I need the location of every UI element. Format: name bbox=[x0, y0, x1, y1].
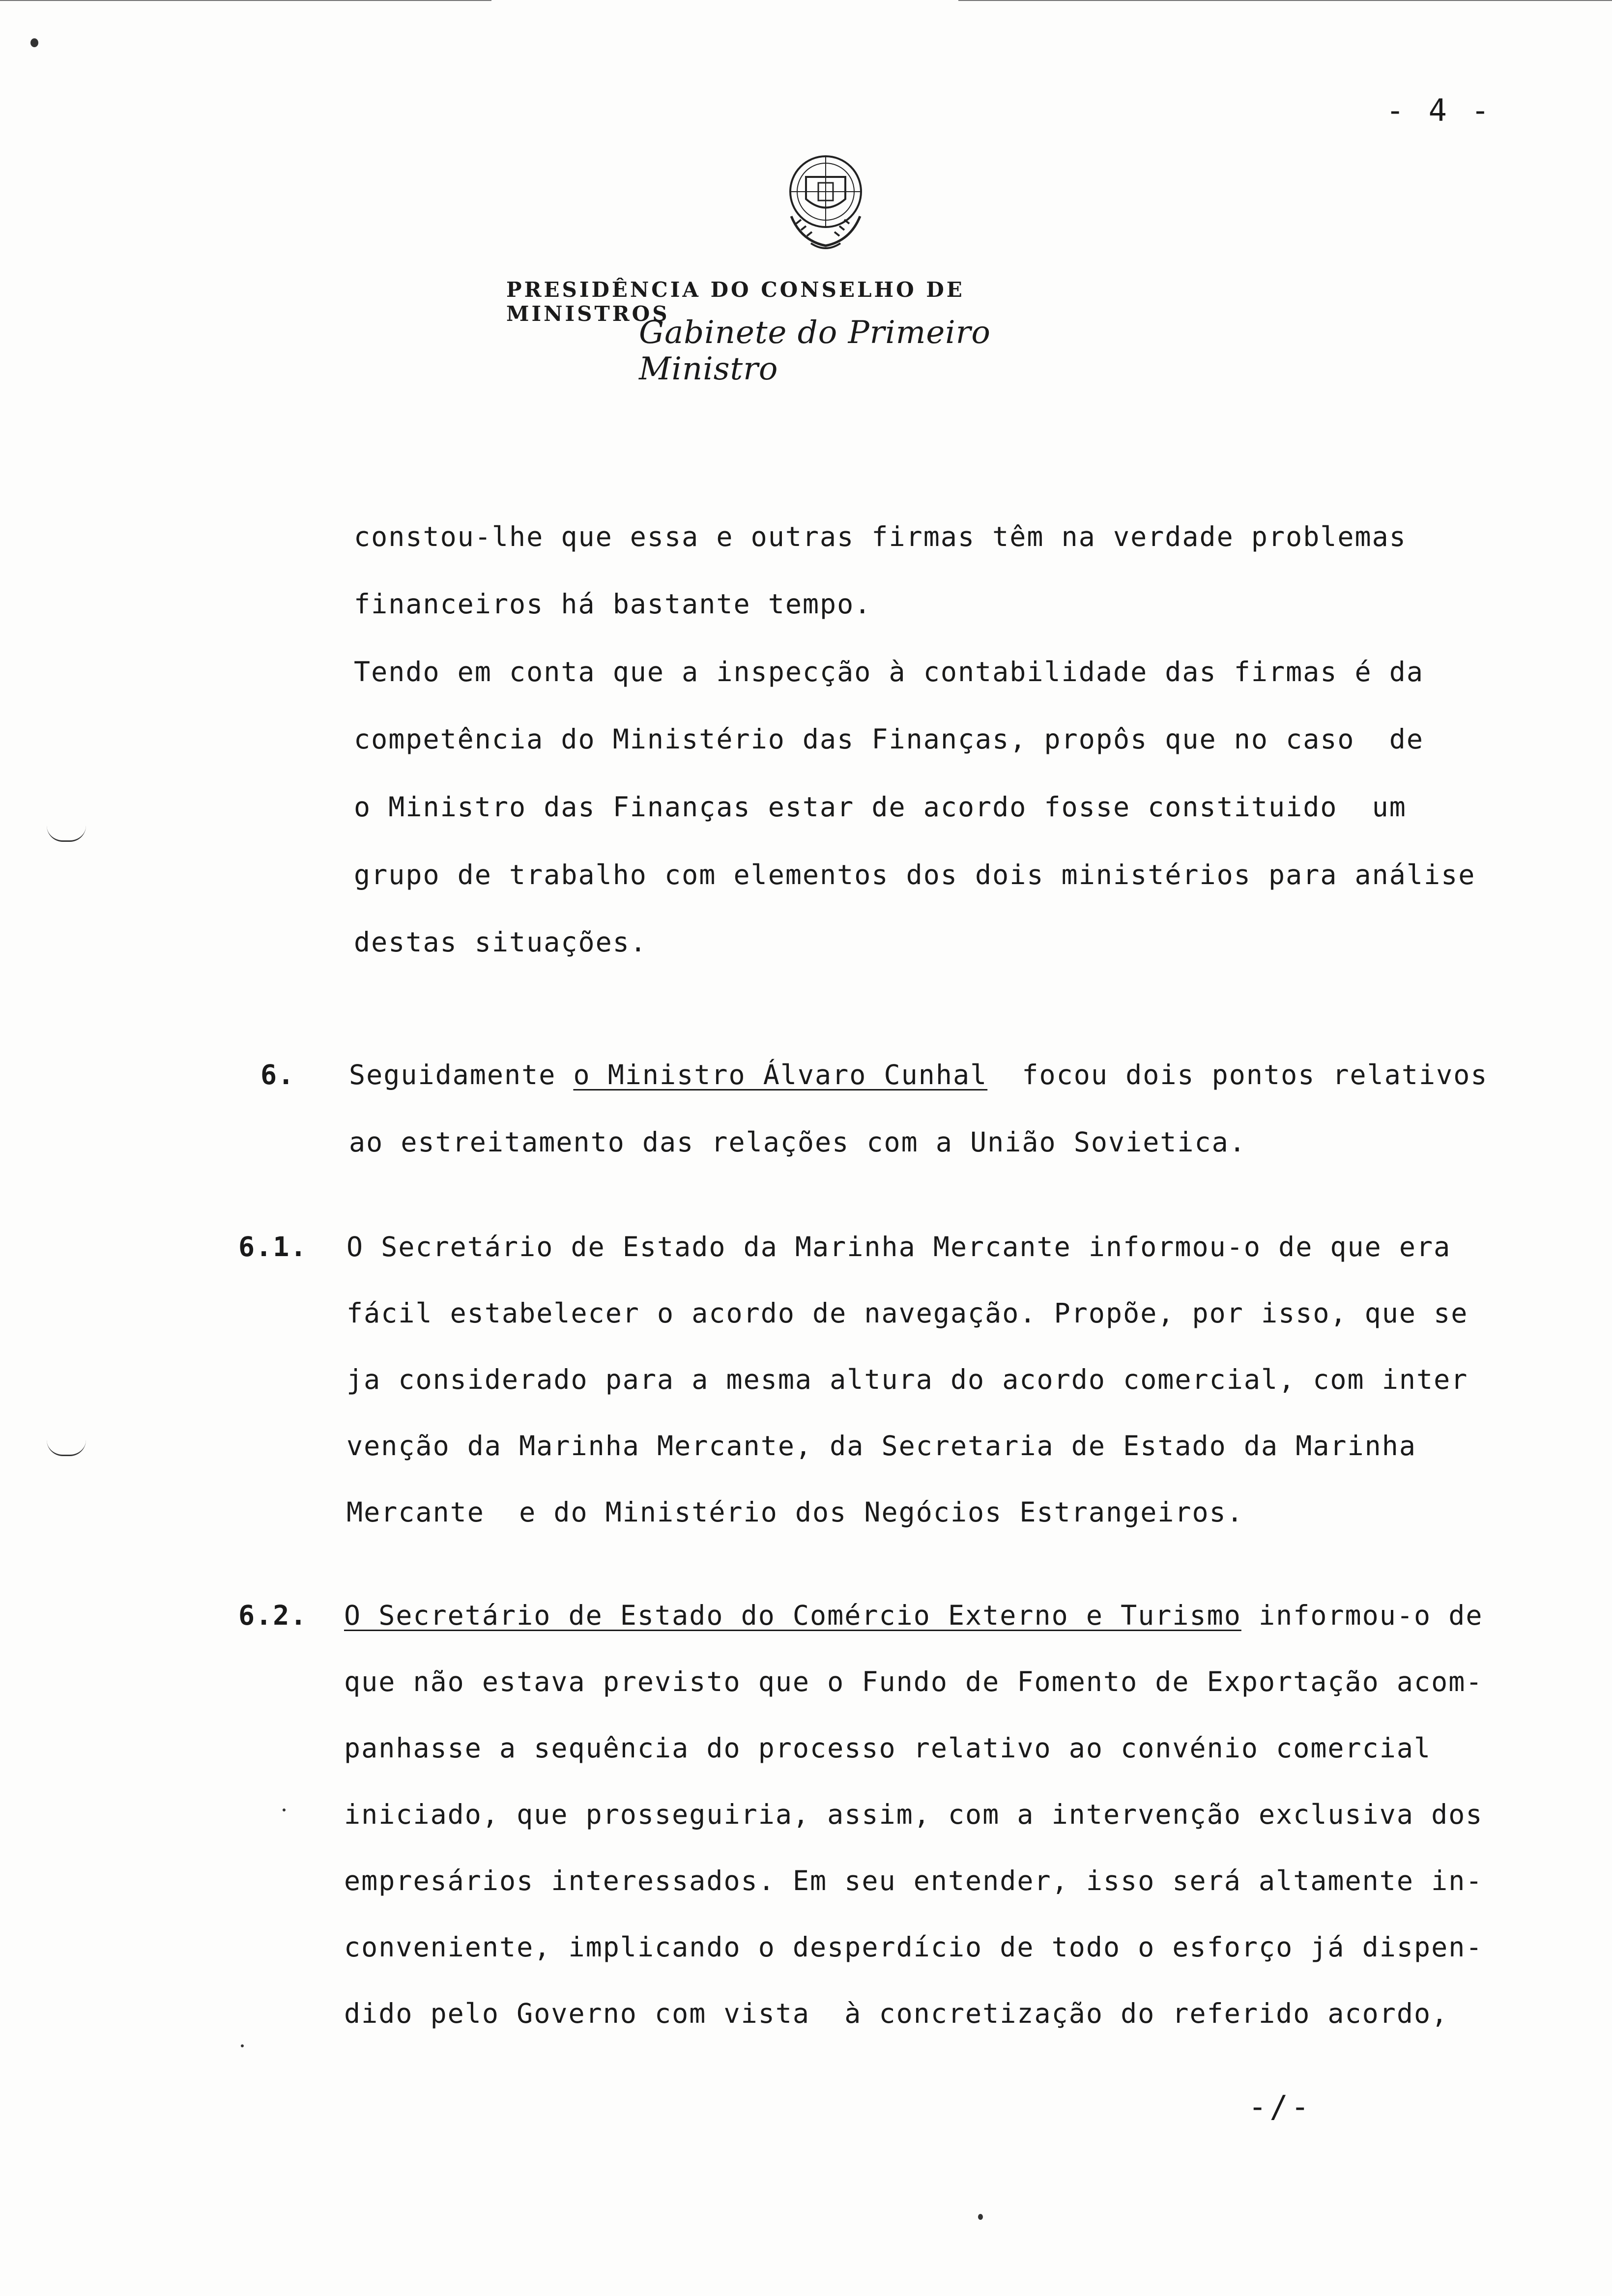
top-edge-rule bbox=[0, 0, 491, 1]
item-6-2-line-1 bbox=[344, 1600, 1483, 1631]
margin-mark bbox=[47, 826, 86, 842]
scan-speck bbox=[30, 38, 38, 47]
item-number: 6.1. bbox=[238, 1231, 308, 1263]
item-number: 6. bbox=[260, 1059, 295, 1091]
page-number: - 4 - bbox=[1386, 92, 1493, 128]
text-line: dido pelo Governo com vista à concretização do referido acordo, bbox=[344, 1998, 1449, 2029]
scan-speck bbox=[241, 2044, 244, 2047]
text-line: que não estava previsto que o Fundo de Fomento de Exportação acom- bbox=[344, 1666, 1483, 1697]
letterhead-office: Gabinete do Primeiro Ministro bbox=[639, 315, 991, 387]
text-line: o Ministro das Finanças estar de acordo fosse constituido um bbox=[354, 791, 1407, 823]
margin-mark bbox=[47, 1440, 86, 1456]
letterhead-institution: PRESIDÊNCIA DO CONSELHO DE MINISTROS bbox=[506, 278, 965, 326]
text-line: empresários interessados. Em seu entender, isso será altamente in- bbox=[344, 1865, 1483, 1896]
text-line: conveniente, implicando o desperdício de todo o esforço já dispen- bbox=[344, 1931, 1483, 1963]
text-line: ja considerado para a mesma altura do acordo comercial, com inter bbox=[346, 1364, 1468, 1395]
text-line: constou-lhe que essa e outras firmas têm na verdade problemas bbox=[354, 521, 1407, 552]
item-number: 6.2. bbox=[238, 1600, 308, 1631]
item-6-2-rest: informou-o de bbox=[1241, 1600, 1483, 1631]
scan-speck bbox=[283, 1808, 286, 1811]
item-6-underlined-name: o Ministro Álvaro Cunhal bbox=[573, 1059, 988, 1091]
text-line: competência do Ministério das Finanças, propôs que no caso de bbox=[354, 723, 1424, 755]
text-line: O Secretário de Estado da Marinha Mercante informou-o de que era bbox=[346, 1231, 1451, 1263]
item-6-rest: focou dois pontos relativos bbox=[987, 1059, 1488, 1091]
scan-speck bbox=[978, 2214, 983, 2220]
text-line: panhasse a sequência do processo relativo ao convénio comercial bbox=[344, 1732, 1432, 1764]
text-line: iniciado, que prosseguiria, assim, com a intervenção exclusiva dos bbox=[344, 1799, 1483, 1830]
text-line: destas situações. bbox=[354, 926, 647, 958]
item-6-line-2: ao estreitamento das relações com a União Sovietica. bbox=[349, 1126, 1246, 1158]
top-edge-rule-right bbox=[958, 0, 1612, 1]
coat-of-arms-seal bbox=[767, 143, 885, 260]
item-6-line-1 bbox=[349, 1059, 1488, 1091]
text-line: fácil estabelecer o acordo de navegação. Propõe, por isso, que se bbox=[346, 1297, 1468, 1329]
text-line: venção da Marinha Mercante, da Secretaria de Estado da Marinha bbox=[346, 1430, 1416, 1462]
continuation-mark: -/- bbox=[1248, 2089, 1312, 2124]
item-6-lead: Seguidamente bbox=[349, 1059, 574, 1091]
text-line: Tendo em conta que a inspecção à contabilidade das firmas é da bbox=[354, 656, 1424, 688]
text-line: grupo de trabalho com elementos dos dois ministérios para análise bbox=[354, 859, 1476, 890]
item-6-2-underlined-title: O Secretário de Estado do Comércio Externo e Turismo bbox=[344, 1600, 1241, 1631]
text-line: financeiros há bastante tempo. bbox=[354, 588, 872, 620]
text-line: Mercante e do Ministério dos Negócios Estrangeiros. bbox=[346, 1496, 1244, 1528]
